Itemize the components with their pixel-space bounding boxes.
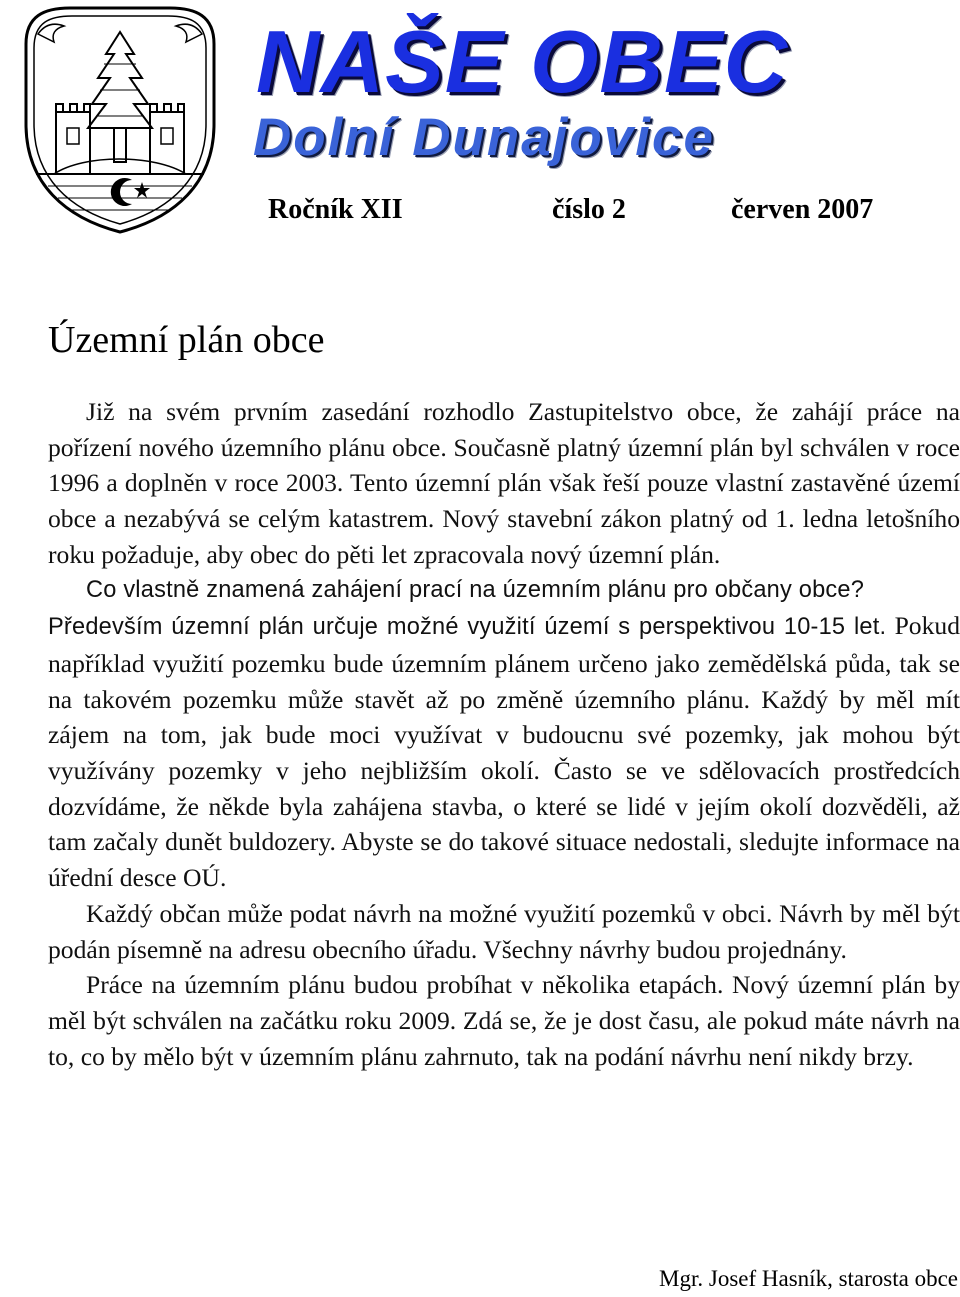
article-signature: Mgr. Josef Hasník, starosta obce: [659, 1266, 958, 1291]
issue-number: číslo 2: [552, 194, 626, 225]
masthead-subtitle: Dolní Dunajovice: [253, 108, 715, 167]
article-paragraph: [48, 608, 960, 896]
article-paragraph: Každý občan může podat návrh na možné využití pozemků v obci. Návrh by měl být podán písemně na adresu obecního úřadu. Všechny návrhy budou projednány.: [48, 898, 960, 964]
article-title: Územní plán obce: [48, 319, 325, 361]
paragraph-sentence: Pokud například využití pozemku bude územním plánem určeno jako zemědělská půda, tak se na takovém pozemku může stavět až po změně územního plánu.: [48, 611, 960, 714]
paragraph-sentence: Především územní plán určuje možné využití území s perspektivou 10-15 let.: [48, 614, 887, 641]
article-question: Co vlastně znamená zahájení prací na územním plánu pro občany obce?: [86, 576, 865, 603]
article-paragraph: Práce na územním plánu budou probíhat v několika etapách. Nový územní plán by měl být schválen na začátku roku 2009. Zdá se, že je dost času, ale pokud máte návrh na to, co by mělo být v územním plánu zahrnuto, tak na podání návrhu není nikdy brzy.: [48, 970, 960, 1071]
issue-date: červen 2007: [731, 194, 874, 225]
coat-of-arms-icon: [14, 4, 226, 236]
paragraph-sentence: Každý by měl mít zájem na tom, jak bude moci využívat v budoucnu své pozemky, jak mohou být využívány pozemky v jeho nejbližším okolí. Často se ve sdělovacích prostředcích dozvídáme, že někde byla zahájena stavba, o které se lidé v jejím okolí dozvěděli, až tam začaly dunět buldozery. Abyste se do takové situace nedostali, sledujte informace na úřední desce OÚ.: [48, 684, 960, 893]
masthead-title: NAŠE OBEC: [256, 12, 789, 111]
issue-volume: Ročník XII: [268, 194, 403, 225]
article-paragraph: Již na svém prvním zasedání rozhodlo Zastupitelstvo obce, že zahájí práce na pořízení nového územního plánu obce. Současně platný územní plán byl schválen v roce 1996 a doplněn v roce 2003. Tento územní plán však řeší pouze vlastní zastavěné území obce a nezabývá se celým katastrem. Nový stavební zákon platný od 1. ledna letošního roku požaduje, aby obec do pěti let zpracovala nový územní plán.: [48, 397, 960, 569]
article-body: [48, 394, 960, 1074]
